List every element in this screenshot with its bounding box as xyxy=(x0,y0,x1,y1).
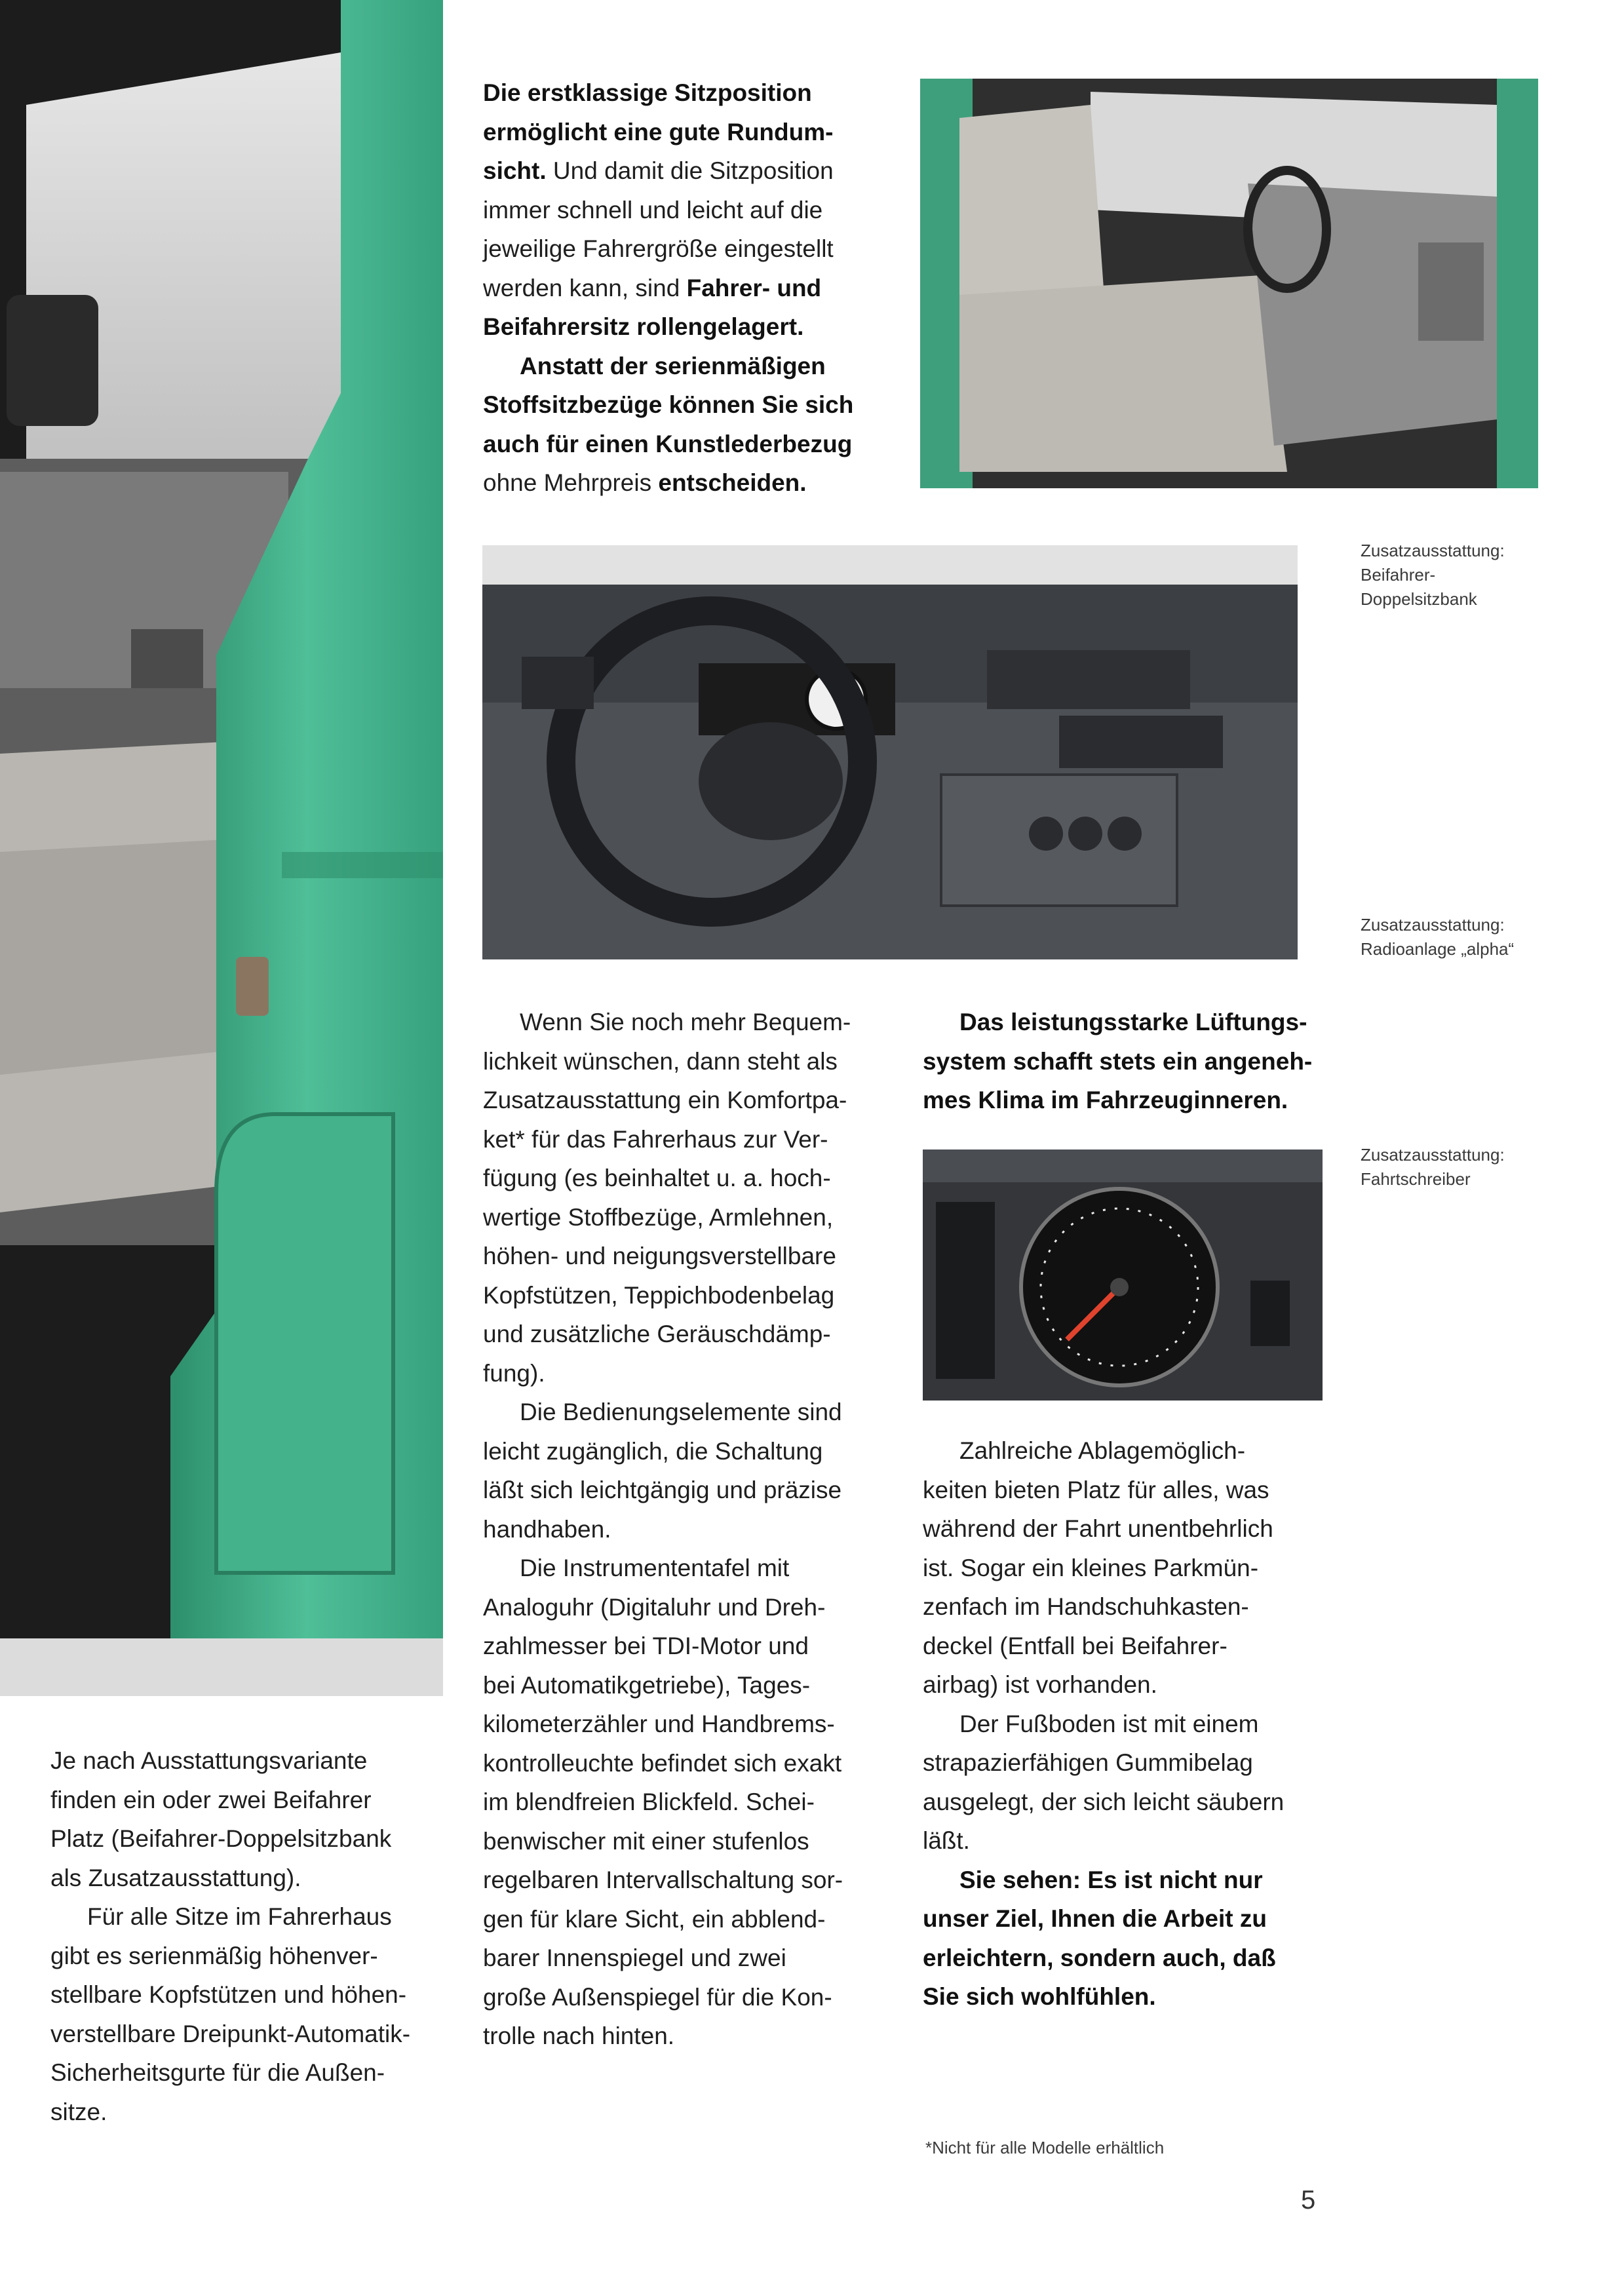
bench-seat-photo xyxy=(920,79,1538,488)
intro-line: ohne Mehrpreis entscheiden. xyxy=(483,469,807,496)
caption-radio: Zusatzausstattung: Radioanlage „alpha“ xyxy=(1361,915,1515,959)
footnote: *Nicht für alle Modelle erhältlich xyxy=(925,2138,1165,2157)
intro-line: auch für einen Kunstlederbezug xyxy=(483,430,853,457)
left-column-text xyxy=(50,1741,444,2131)
dashboard-photo xyxy=(482,545,1298,959)
paragraph: Sie sehen: Es ist nicht nur unser Ziel, Ihnen die Arbeit zu erleichtern, sondern auch, daß Sie sich wohlfühlen. xyxy=(923,1866,1276,2010)
intro-line: immer schnell und leicht auf die xyxy=(483,196,823,223)
right-column-text xyxy=(923,1431,1329,2017)
paragraph: Die Bedienungselemente sind leicht zugänglich, die Schaltung läßt sich leichtgängig und präzise handhaben. xyxy=(483,1399,842,1543)
page-number: 5 xyxy=(1301,2186,1316,2214)
caption-tacho: Zusatzausstattung: Fahrtschreiber xyxy=(1361,1145,1505,1189)
paragraph: Der Fußboden ist mit einem strapazierfähigen Gummibelag ausgelegt, der sich leicht säubern läßt. xyxy=(923,1710,1285,1854)
paragraph: Je nach Ausstattungsvariante finden ein oder zwei Beifahrer Platz (Beifahrer-Doppelsitzbank als Zusatzausstattung). xyxy=(50,1747,392,1891)
intro-text xyxy=(483,73,876,503)
paragraph: Für alle Sitze im Fahrerhaus gibt es serienmäßig höhenver- stellbare Kopfstützen und höhen- verstellbare Dreipunkt-Automatik- Sicherheitsgurte für die Außen- sitze. xyxy=(50,1903,411,2125)
intro-line: Die erstklassige Sitzposition xyxy=(483,79,812,106)
intro-line: jeweilige Fahrergröße eingestellt xyxy=(483,235,834,262)
tachograph-photo xyxy=(923,1150,1323,1401)
paragraph: Wenn Sie noch mehr Bequem- lichkeit wünschen, dann steht als Zusatzausstattung ein Komfortpa- ket* für das Fahrerhaus zur Ver- fügung (es beinhaltet u. a. hoch- wertige Stoffbezüge, Armlehnen, höhen- und neigungsverstellbare Kopfstützen, Teppichbodenbelag und zusätzliche Geräuschdämp- fung). xyxy=(483,1009,851,1387)
paragraph: Die Instrumententafel mit Analoguhr (Digitaluhr und Dreh- zahlmesser bei TDI-Motor und bei Automatikgetriebe), Tages- kilometerzähler und Handbrems- kontrolleuchte befindet sich exakt im blendfreien Blickfeld. Schei- benwischer mit einer stufenlos regelbaren Intervallschaltung sor- gen für klare Sicht, ein abblend- barer Innenspiegel und zwei große Außenspiegel für die Kon- trolle nach hinten. xyxy=(483,1555,843,2049)
heading-line: Das leistungsstarke Lüftungs- system schafft stets ein angeneh- mes Klima im Fahrzeuginneren. xyxy=(923,1009,1313,1113)
intro-line: ermöglicht eine gute Rundum- xyxy=(483,118,834,145)
intro-line: Stoffsitzbezüge können Sie sich xyxy=(483,391,854,418)
intro-line: Anstatt der serienmäßigen xyxy=(520,352,826,379)
middle-column-text xyxy=(483,1003,889,2056)
intro-line: Beifahrersitz rollengelagert. xyxy=(483,313,804,340)
van-door-photo xyxy=(0,0,443,1696)
intro-line: werden kann, sind Fahrer- und xyxy=(483,274,822,301)
intro-line: sicht. Und damit die Sitzposition xyxy=(483,157,834,184)
right-heading xyxy=(923,1003,1329,1120)
paragraph: Zahlreiche Ablagemöglich- keiten bieten Platz für alles, was während der Fahrt unentbehrlich ist. Sogar ein kleines Parkmün- zenfach im Handschuhkasten- deckel (Entfall bei Beifahrer- airbag) ist vorhanden. xyxy=(923,1437,1273,1698)
caption-seat: Zusatzausstattung: Beifahrer- Doppelsitzbank xyxy=(1361,541,1505,609)
